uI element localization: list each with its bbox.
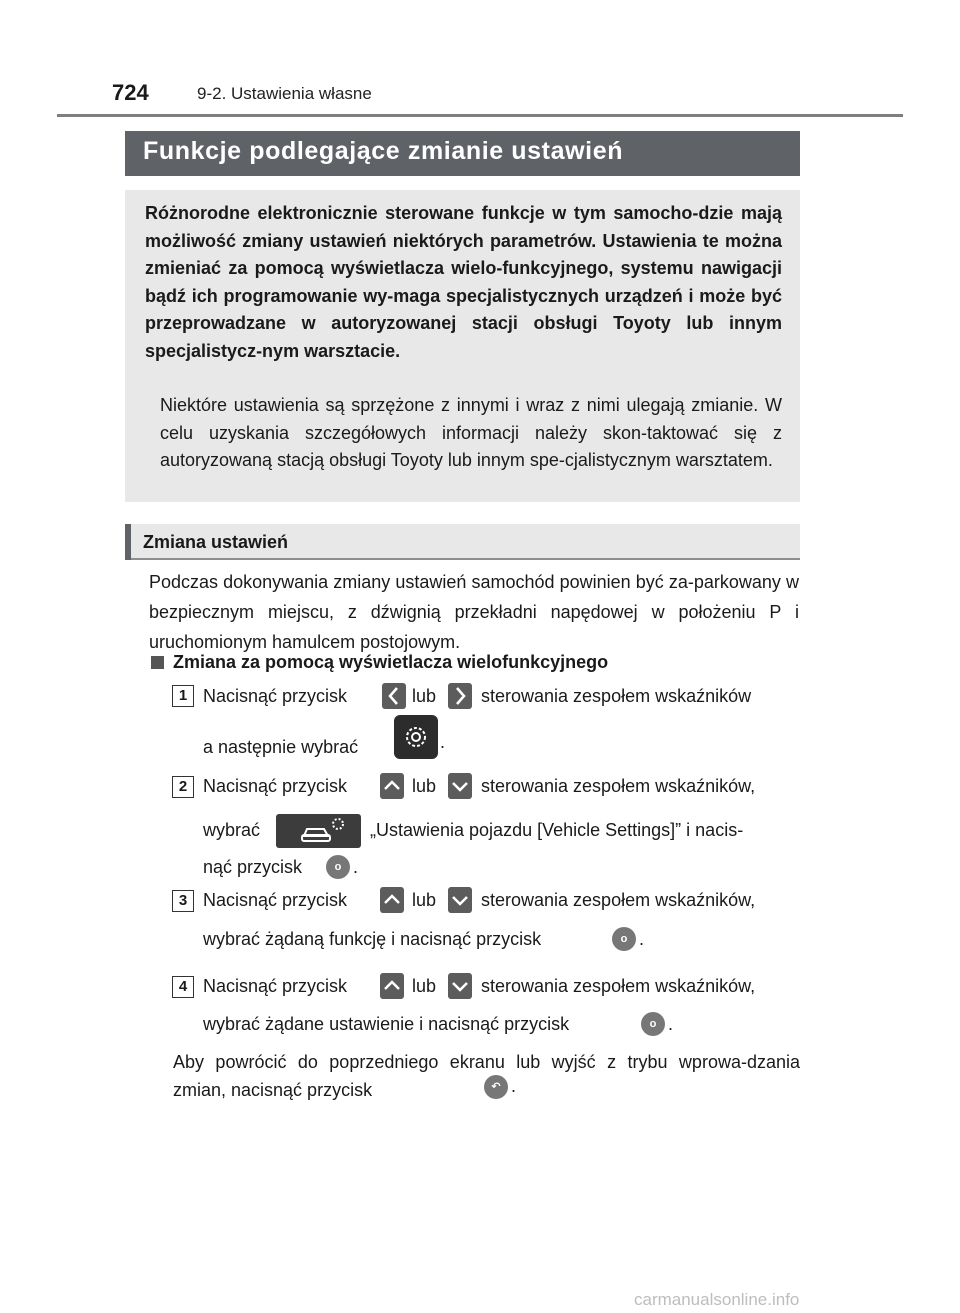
up-arrow-button-icon — [380, 773, 404, 799]
period: . — [639, 929, 645, 949]
subsection-accent — [125, 524, 131, 560]
or-text: lub — [412, 976, 437, 996]
right-arrow-button-icon — [448, 683, 472, 709]
step-text: wybrać — [203, 820, 261, 840]
ok-button-icon: o — [612, 927, 636, 951]
or-text: lub — [412, 776, 437, 796]
step-text: Nacisnąć przycisk — [203, 686, 348, 706]
period: . — [511, 1076, 517, 1096]
left-arrow-button-icon — [382, 683, 406, 709]
or-text: lub — [412, 686, 437, 706]
step-text: nąć przycisk — [203, 857, 303, 877]
step-number: 2 — [172, 776, 194, 798]
ok-button-icon: o — [641, 1012, 665, 1036]
header-divider — [57, 114, 903, 117]
back-button-icon: ↶ — [484, 1075, 508, 1099]
intro-note: Niektóre ustawienia są sprzężone z innymi i wraz z nimi ulegają zmianie. W celu uzyskania szczegółowych informacji należy skon-taktować się z autoryzowaną stacją obsługi Toyoty lub innym spe-cjalistycznym warsztatem. — [160, 395, 782, 470]
down-arrow-button-icon — [448, 887, 472, 913]
step-text: wybrać żądaną funkcję i nacisnąć przycisk — [203, 929, 542, 949]
step-text: sterowania zespołem wskaźników, — [481, 890, 756, 910]
step-text: sterowania zespołem wskaźników, — [481, 976, 756, 996]
period: . — [353, 857, 359, 877]
vehicle-settings-icon — [276, 814, 361, 848]
step-number: 4 — [172, 976, 194, 998]
subsection-title: Zmiana ustawień — [143, 532, 289, 552]
settings-gear-icon — [394, 715, 438, 759]
step-text: sterowania zespołem wskaźników, — [481, 776, 756, 796]
method-title: Zmiana za pomocą wyświetlacza wielofunkcyjnego — [173, 652, 609, 672]
breadcrumb: 9-2. Ustawienia własne — [197, 84, 372, 103]
up-arrow-button-icon — [380, 887, 404, 913]
step-text: „Ustawienia pojazdu [Vehicle Settings]” i nacis- — [370, 820, 744, 840]
step-number: 1 — [172, 685, 194, 707]
bullet-square-icon — [151, 656, 164, 669]
up-arrow-button-icon — [380, 973, 404, 999]
step-text: Nacisnąć przycisk — [203, 776, 348, 796]
step-text: Nacisnąć przycisk — [203, 976, 348, 996]
step-number: 3 — [172, 890, 194, 912]
period: . — [668, 1014, 674, 1034]
back-instruction: Aby powrócić do poprzedniego ekranu lub wyjść z trybu wprowa-dzania zmian, nacisnąć przycisk — [173, 1052, 800, 1100]
ok-button-icon: o — [326, 855, 350, 879]
period: . — [440, 732, 446, 752]
step-text: wybrać żądane ustawienie i nacisnąć przycisk — [203, 1014, 570, 1034]
down-arrow-button-icon — [448, 973, 472, 999]
step-text: Nacisnąć przycisk — [203, 890, 348, 910]
subsection-intro: Podczas dokonywania zmiany ustawień samochód powinien być za-parkowany w bezpiecznym miejscu, z dźwignią przekładni napędowej w położeniu P i uruchomionym hamulcem postojowym. — [149, 572, 799, 652]
down-arrow-button-icon — [448, 773, 472, 799]
footer-watermark: carmanualsonline.info — [634, 1290, 800, 1309]
intro-text: Różnorodne elektronicznie sterowane funkcje w tym samocho-dzie mają możliwość zmiany ustawień niektórych parametrów. Ustawienia te można zmieniać za pomocą wyświetlacza wielo-funkcyjnego, systemu nawigacji bądź ich programowanie wy-maga specjalistycznych urządzeń i może być przeprowadzane w autoryzowanej stacji obsługi Toyoty lub innym specjalistycz-nym warsztacie. — [145, 203, 782, 361]
step-text: a następnie wybrać — [203, 737, 359, 757]
page-number: 724 — [112, 80, 149, 105]
or-text: lub — [412, 890, 437, 910]
step-text: sterowania zespołem wskaźników — [481, 686, 752, 706]
section-title: Funkcje podlegające zmianie ustawień — [143, 137, 624, 165]
